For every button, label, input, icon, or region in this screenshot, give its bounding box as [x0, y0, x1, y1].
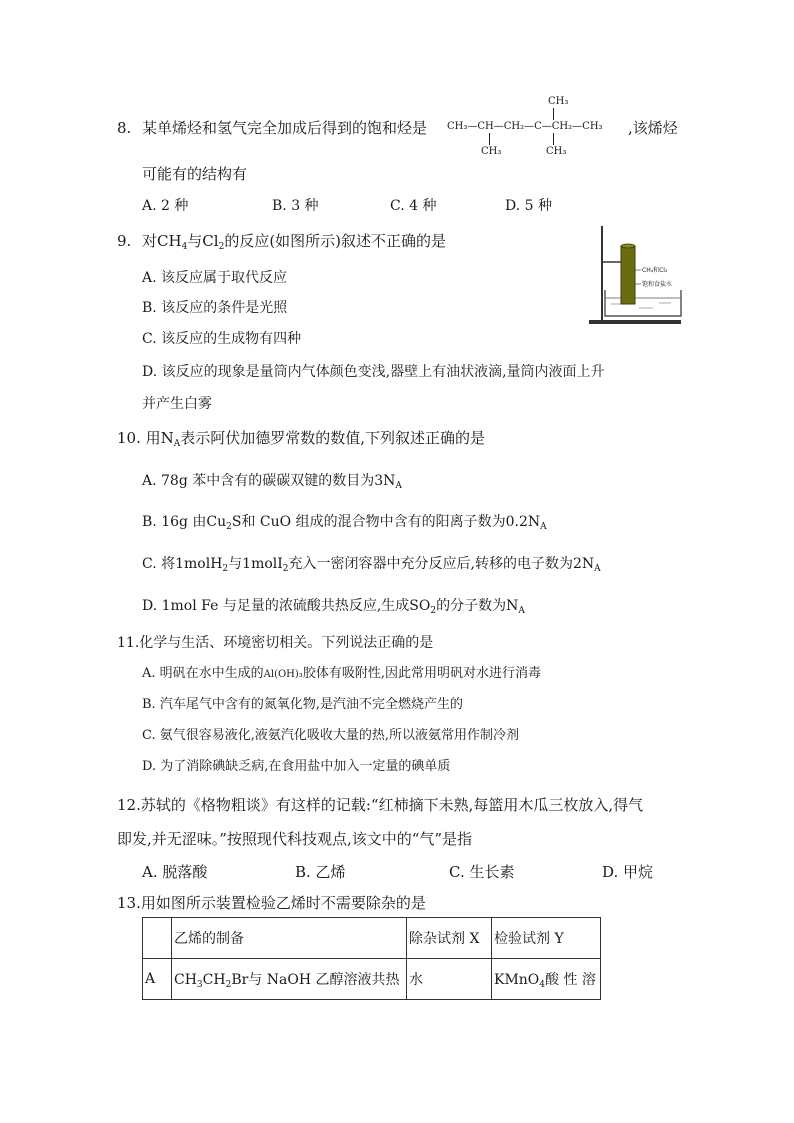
- q8-option-b: B. 3 种: [272, 198, 319, 214]
- label-ch4-cl2: CH₄和Cl₂: [642, 267, 668, 274]
- q8-formula-bottom-right: CH₃: [546, 146, 567, 157]
- q9-option-d: D. 该反应的现象是量筒内气体颜色变浅,器壁上有油状液滴,量筒内液面上升: [142, 364, 605, 380]
- q9-option-c: C. 该反应的生成物有四种: [142, 331, 302, 347]
- q8-formula-right-bond: [553, 133, 554, 145]
- q12-stem-line2: 即发,并无涩味。”按照现代科技观点,该文中的“气”是指: [117, 830, 473, 848]
- q9-number: 9.: [117, 232, 132, 250]
- q10-option-c: C. 将1molH$_2$与1molI$_2$充入一密闭容器中充分反应后,转移的电子数为$2N_A$: [142, 556, 601, 574]
- table-header-row: [143, 918, 601, 959]
- q13-stem: 13.用如图所示装置检验乙烯时不需要除杂的是: [117, 894, 426, 912]
- q8-option-a: A. 2 种: [142, 198, 189, 214]
- q8-formula-left-bond: [489, 133, 490, 145]
- label-saturated-brine: 饱和食盐水: [642, 281, 673, 288]
- q13-table: [142, 917, 601, 1000]
- table-cell-x: 水: [407, 959, 492, 1000]
- q11-option-b: B. 汽车尾气中含有的氮氧化物,是汽油不完全燃烧产生的: [142, 697, 463, 712]
- q9-option-a: A. 该反应属于取代反应: [142, 270, 288, 286]
- q9-stem: 对$CH_4$与$Cl_2$的反应(如图所示)叙述不正确的是: [142, 232, 447, 252]
- q12-option-a: A. 脱落酸: [142, 863, 208, 881]
- q8-option-c: C. 4 种: [390, 198, 437, 214]
- table-cell-prep: $CH_3CH_2Br$与 NaOH 乙醇溶液共热: [172, 959, 407, 1000]
- q10-option-d: D. 1mol Fe 与足量的浓硫酸共热反应,生成$SO_2$的分子数为$N_A$: [142, 598, 525, 616]
- q8-formula-top-ch3: CH₃: [548, 96, 569, 107]
- q8-formula-bottom-left: CH₃: [481, 146, 502, 157]
- table-header-cell-x: 除杂试剂 X: [407, 918, 492, 959]
- q8-stem: 某单烯烃和氢气完全加成后得到的饱和烃是: [142, 119, 428, 137]
- q8-stem-tail: ,该烯烃: [628, 119, 678, 137]
- q11-stem: 11.化学与生活、环境密切相关。下列说法正确的是: [117, 635, 434, 651]
- table-cell-label: A: [143, 959, 172, 1000]
- q12-option-d: D. 甲烷: [602, 863, 654, 881]
- q8-number: 8.: [117, 119, 132, 137]
- table-row: [143, 959, 601, 1000]
- table-header-cell-empty: [143, 918, 172, 959]
- q8-stem-line2: 可能有的结构有: [142, 165, 248, 183]
- table-cell-y: KMnO$_4$酸 性 溶: [492, 959, 601, 1000]
- table-header-cell-prep: 乙烯的制备: [172, 918, 407, 959]
- q8-formula-top-bond: [553, 108, 554, 120]
- q9-apparatus-figure: [585, 224, 685, 328]
- q12-option-b: B. 乙烯: [295, 863, 346, 881]
- q8-option-d: D. 5 种: [505, 198, 552, 214]
- q11-option-a: A. 明矾在水中生成的Al(OH)₃胶体有吸附性,因此常用明矾对水进行消毒: [142, 666, 541, 681]
- ring-stand-rod: [601, 226, 603, 322]
- q8-formula-main-chain: CH₃—CH—CH₂—C—CH₂—CH₃: [447, 121, 603, 132]
- q12-option-c: C. 生长素: [449, 863, 515, 881]
- measuring-cylinder: [621, 246, 635, 304]
- q10-stem: 10. 用$N_A$表示阿伏加德罗常数的数值,下列叙述正确的是: [117, 429, 486, 449]
- ring-stand-base: [589, 320, 681, 324]
- cylinder-top: [621, 244, 635, 248]
- table-header-cell-y: 检验试剂 Y: [492, 918, 601, 959]
- q9-option-b: B. 该反应的条件是光照: [142, 300, 288, 316]
- q11-option-c: C. 氨气很容易液化,液氨汽化吸收大量的热,所以液氨常用作制冷剂: [142, 728, 520, 743]
- q11-option-d: D. 为了消除碘缺乏病,在食用盐中加入一定量的碘单质: [142, 759, 451, 774]
- q10-option-b: B. 16g 由$Cu_2S$和 CuO 组成的混合物中含有的阳离子数为$0.2N_A$: [142, 514, 547, 532]
- q12-stem-line1: 12.苏轼的《格物粗谈》有这样的记载:“红柿摘下未熟,每篮用木瓜三枚放入,得气: [117, 796, 644, 814]
- q9-option-d-cont: 并产生白雾: [142, 396, 212, 412]
- q10-option-a: A. 78g 苯中含有的碳碳双键的数目为$3N_A$: [142, 473, 402, 491]
